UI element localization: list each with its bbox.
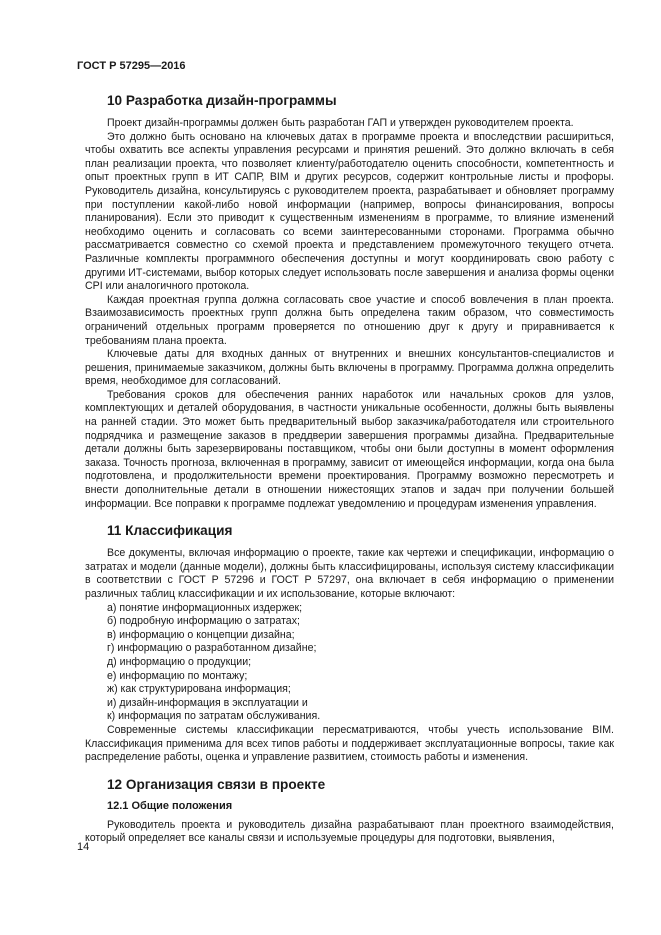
spacer — [85, 539, 614, 547]
page-number: 14 — [77, 841, 90, 853]
section-10-title: 10 Разработка дизайн-программы — [107, 93, 337, 108]
section-11-title: 11 Классификация — [107, 523, 233, 539]
list-item: е) информацию по монтажу; — [107, 669, 248, 682]
classification-list — [85, 602, 614, 724]
standard-header: ГОСТ Р 57295—2016 — [77, 60, 186, 72]
section-10-paragraph: Каждая проектная группа должна согласовать свое участие и способ вовлечения в план проекта. Взаимозависимость проектных групп должна быть определена таким образом, что совместимость ограничений отдельных программ проверяется по отношению друг к другу и приравнивается к требованиям плана проекта. — [85, 293, 614, 347]
section-12-paragraph: Руководитель проекта и руководитель дизайна разрабатывают план проектного взаимодействия, который определяет все каналы связи и используемые процедуры для подготовки, выявления, — [85, 818, 614, 845]
list-item: б) подробную информацию о затратах; — [107, 615, 300, 628]
list-item: а) понятие информационных издержек; — [107, 601, 303, 614]
list-item: к) информация по затратам обслуживания. — [107, 710, 321, 723]
spacer — [85, 511, 614, 523]
list-item: г) информацию о разработанном дизайне; — [107, 642, 317, 655]
list-item: и) дизайн-информация в эксплуатации и — [107, 696, 308, 709]
page-content — [85, 93, 614, 846]
section-12-title: 12 Организация связи в проекте — [107, 776, 326, 792]
section-10-paragraph: Требования сроков для обеспечения ранних наработок или начальных сроков для узлов, комплектующих и деталей оборудования, в частности уникальные особенности, должны быть выявлены на ранней стадии. Это может быть предварительный выбор заказчика/работодателя или строительного подрядчика и размещение заказов в преддверии завершения программы дизайна. Предварительные детали должны быть зарезервированы поставщиком, чтобы они были доступны в момент оформления заказа. Точность прогноза, включенная в программу, зависит от имеющейся информации, когда она была подготовлена, и продолжительности времени проектирования. Программу возможно пересмотреть и внести дополнительные детали в отношении нижестоящих этапов и задач при получении большей информации. Все поправки к программе подлежат уведомлению и процедурам изменения управления. — [85, 388, 614, 510]
section-11-intro: Все документы, включая информацию о проекте, такие как чертежи и спецификации, информацию о затратах и модели (данные модели), должны быть классифицированы, используя систему классификации в соответствии с ГОСТ Р 57296 и ГОСТ Р 57297, она включает в себя информацию о применении различных таблиц классификации и их использование, которые включают: — [85, 547, 614, 600]
list-item: ж) как структурирована информация; — [107, 683, 291, 696]
list-item: д) информацию о продукции; — [107, 655, 252, 668]
section-10-paragraph: Проект дизайн-программы должен быть разработан ГАП и утвержден руководителем проекта. — [107, 117, 574, 129]
section-12-1-title: 12.1 Общие положения — [107, 799, 233, 812]
spacer — [85, 765, 614, 777]
spacer — [85, 109, 614, 117]
list-item: в) информацию о концепции дизайна; — [107, 628, 295, 641]
section-10-paragraph: Это должно быть основано на ключевых датах в программе проекта и впоследствии расшириться, чтобы охватить все аспекты управления ресурсами и принятия решений. Это должно включать в себя план реализации проекта, что позволяет клиенту/работодателю оценить способности, компетентность и опыт проектных групп в ИТ САПР, BIM и других ресурсов, содержит контрольные листы и профоры. Руководитель дизайна, консультируясь с руководителем проекта, разрабатывает и обновляет программу при поступлении какой-либо новой информации (например, вопросы финансирования, вопросы планирования). Если это приводит к существенным изменениям в программе, то влияние изменений необходимо оценить и согласовать со всеми заинтересованными сторонами. Программа обычно рассматривается совместно со схемой проекта и представлением промежуточного текущего отчета. Различные комплекты программного обеспечения доступны и могут координировать свою работу с другими ИТ-системами, выбор которых следует использовать после завершения и анализа формы оценки CPI или аналогичного протокола. — [85, 130, 614, 293]
section-10-paragraph: Ключевые даты для входных данных от внутренних и внешних консультантов-специалистов и решения, принимаемые заказчиком, должны быть включены в программу. Программа должна определить время, необходимое для согласований. — [85, 348, 614, 388]
section-11-closing: Современные системы классификации пересматриваются, чтобы учесть использование BIM. Классификация применима для всех типов работы и поддерживает эксплуатационные вопросы, такие как распределение работы, оценка и управление развитием, стоимость работы и изменения. — [85, 723, 614, 764]
